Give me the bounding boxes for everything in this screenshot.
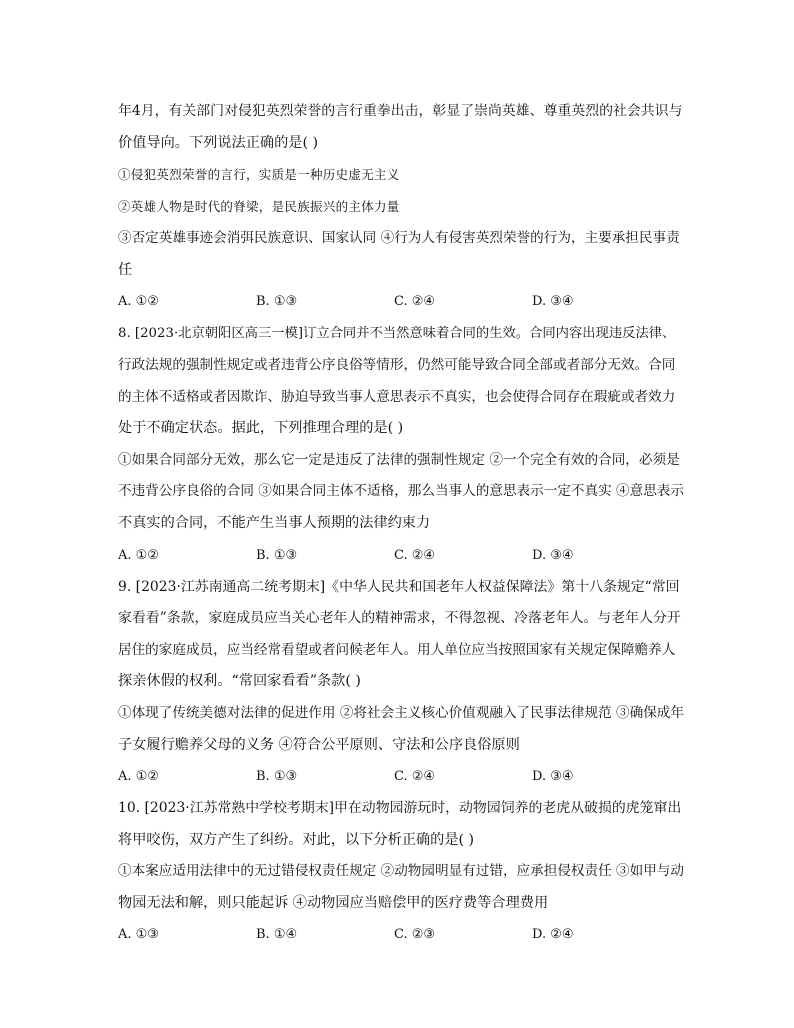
- statement-line: 物园无法和解，则只能起诉 ④动物园应当赔偿甲的医疗费等合理费用: [118, 894, 549, 911]
- option-b: B. ①④: [256, 927, 298, 943]
- question-stem-line: 9. [2023·江苏南通高二统考期末]《中华人民共和国老年人权益保障法》第十八条规定“常回: [118, 578, 680, 595]
- option-a: A. ①②: [118, 294, 159, 310]
- option-b: B. ①③: [256, 547, 298, 563]
- option-c: C. ②③: [394, 927, 436, 943]
- option-d: D. ②④: [532, 927, 574, 943]
- statement-line: 子女履行赡养父母的义务 ④符合公平原则、守法和公序良俗原则: [118, 736, 520, 753]
- question-stem-line: 行政法规的强制性规定或者违背公序良俗等情形，仍然可能导致合同全部或者部分无效。合同: [118, 356, 676, 373]
- statement-line: ①体现了传统美德对法律的促进作用 ②将社会主义核心价值观融入了民事法律规范 ③确保成年: [118, 704, 684, 721]
- statement-line: 任: [118, 261, 133, 278]
- answer-options: [118, 919, 684, 951]
- question-stem-line: 价值导向。下列说法正确的是( ): [118, 134, 319, 151]
- statement-line: 不真实的合同，不能产生当事人预期的法律约束力: [118, 514, 431, 531]
- question-stem-line: 探亲休假的权利。“常回家看看”条款( ): [118, 673, 361, 690]
- option-d: D. ③④: [532, 547, 574, 563]
- question-stem-line: 家看看”条款，家庭成员应当关心老年人的精神需求，不得忽视、冷落老年人。与老年人分开: [118, 610, 681, 627]
- question-stem-line: 的主体不适格或者因欺诈、胁迫导致当事人意思表示不真实，也会使得合同存在瑕疵或者效力: [118, 388, 676, 405]
- option-a: A. ①②: [118, 547, 159, 563]
- option-c: C. ②④: [394, 769, 436, 785]
- statement-line: ①如果合同部分无效，那么它一定是违反了法律的强制性规定 ②一个完全有效的合同，必须是: [118, 451, 680, 468]
- exam-page: [118, 96, 684, 951]
- statement-line: 不违背公序良俗的合同 ③如果合同主体不适格，那么当事人的意思表示一定不真实 ④意思表示: [118, 483, 684, 500]
- question-stem-line: 年4月，有关部门对侵犯英烈荣誉的言行重拳出击，彰显了崇尚英雄、尊重英烈的社会共识与: [118, 103, 683, 119]
- question-stem-line: 居住的家庭成员，应当经常看望或者问候老年人。用人单位应当按照国家有关规定保障赡养人: [118, 641, 676, 658]
- answer-options: [118, 540, 684, 572]
- question-7: [118, 96, 684, 318]
- option-b: B. ①③: [256, 294, 298, 310]
- option-d: D. ③④: [532, 769, 574, 785]
- option-a: A. ①③: [118, 927, 159, 943]
- question-stem-line: 8. [2023·北京朝阳区高三一模]订立合同并不当然意味着合同的生效。合同内容出现违反法律、: [118, 326, 676, 342]
- question-9: [118, 572, 684, 794]
- question-stem-line: 处于不确定状态。据此，下列推理合理的是( ): [118, 420, 404, 437]
- statement-line: ②英雄人物是时代的脊梁，是民族振兴的主体力量: [118, 199, 400, 215]
- answer-options: [118, 761, 684, 793]
- statement-line: ③否定英雄事迹会消弭民族意识、国家认同 ④行为人有侵害英烈荣誉的行为，主要承担民事责: [118, 230, 680, 247]
- question-8: [118, 318, 684, 571]
- statement-line: ①本案应适用法律中的无过错侵权责任规定 ②动物园明显有过错，应承担侵权责任 ③如甲与动: [118, 863, 684, 880]
- option-d: D. ③④: [532, 294, 574, 310]
- answer-options: [118, 286, 684, 318]
- option-c: C. ②④: [394, 547, 436, 563]
- question-10: [118, 793, 684, 951]
- option-b: B. ①③: [256, 769, 298, 785]
- question-stem-line: 10. [2023·江苏常熟中学校考期末]甲在动物园游玩时，动物园饲养的老虎从破损的虎笼窜出: [118, 800, 682, 817]
- question-stem-line: 将甲咬伤，双方产生了纠纷。对此，以下分析正确的是( ): [118, 831, 475, 848]
- statement-line: ①侵犯英烈荣誉的言行，实质是一种历史虚无主义: [118, 167, 400, 183]
- option-a: A. ①②: [118, 769, 159, 785]
- option-c: C. ②④: [394, 294, 436, 310]
